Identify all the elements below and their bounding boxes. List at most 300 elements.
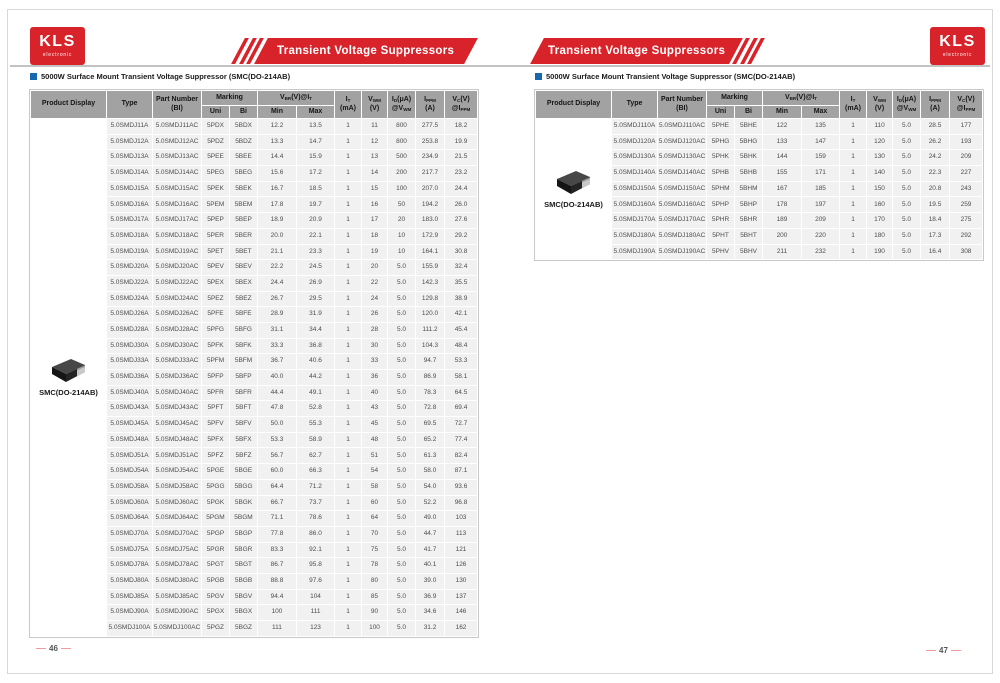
table-cell: 1 xyxy=(840,150,866,165)
table-cell: 1 xyxy=(335,292,361,307)
table-cell: 1 xyxy=(840,166,866,181)
table-cell: 48.4 xyxy=(445,339,477,354)
table-cell: 48 xyxy=(362,433,387,448)
table-cell: 1 xyxy=(335,480,361,495)
table-cell: 172.9 xyxy=(416,229,444,244)
col-header-it-line1: $I_T$ xyxy=(850,96,856,104)
table-cell: 5BET xyxy=(230,245,257,260)
table-cell: 5BEV xyxy=(230,260,257,275)
table-cell: 5.0SMDJ36AC xyxy=(153,370,201,385)
table-cell: 12.2 xyxy=(258,119,296,134)
page-footer-left xyxy=(36,644,71,653)
table-cell: 5.0SMDJ90A xyxy=(107,605,152,620)
table-cell: 142.3 xyxy=(416,276,444,291)
table-cell: 5.0SMDJ160A xyxy=(612,197,657,212)
table-cell: 5.0SMDJ18AC xyxy=(153,229,201,244)
table-cell: 5.0 xyxy=(388,386,415,401)
table-cell: 1 xyxy=(335,433,361,448)
col-header-vbr: $V_{BR}(V)@I_T$ xyxy=(763,91,839,105)
table-cell: 5.0SMDJ75A xyxy=(107,543,152,558)
table-cell: 71.1 xyxy=(258,511,296,526)
table-cell: 52.8 xyxy=(297,401,334,416)
table-cell: 18.2 xyxy=(445,119,477,134)
col-header-it xyxy=(335,91,361,118)
table-cell: 69.5 xyxy=(416,417,444,432)
table-cell: 5.0 xyxy=(388,605,415,620)
table-cell: 5BGG xyxy=(230,480,257,495)
table-cell: 5.0 xyxy=(388,621,415,636)
table-cell: 5PHT xyxy=(707,229,734,244)
table-cell: 83.3 xyxy=(258,543,296,558)
table-cell: 5.0SMDJ58AC xyxy=(153,480,201,495)
table-cell: 64.4 xyxy=(258,480,296,495)
table-cell: 5.0SMDJ43A xyxy=(107,401,152,416)
package-label: SMC(DO-214AB) xyxy=(39,388,98,398)
table-cell: 5PHM xyxy=(707,182,734,197)
col-header-vc-line2: $@I_{PPM}$ xyxy=(956,104,976,112)
table-cell: 111.2 xyxy=(416,323,444,338)
table-cell: 5BHT xyxy=(735,229,762,244)
kls-logo-right xyxy=(930,27,985,65)
table-cell: 29.5 xyxy=(297,292,334,307)
table-cell: 53.3 xyxy=(445,354,477,369)
table-cell: 5.0 xyxy=(893,150,920,165)
table-cell: 5PEG xyxy=(202,166,229,181)
table-cell: 5.0 xyxy=(893,245,920,260)
table-cell: 5PGE xyxy=(202,464,229,479)
table-cell: 5.0SMDJ140AC xyxy=(658,166,706,181)
table-cell: 5.0SMDJ90AC xyxy=(153,605,201,620)
table-cell: 56.7 xyxy=(258,448,296,463)
table-cell: 73.7 xyxy=(297,496,334,511)
col-header-vc xyxy=(950,91,982,118)
table-cell: 5.0 xyxy=(388,496,415,511)
table-cell: 26.7 xyxy=(258,292,296,307)
table-cell: 5PHP xyxy=(707,197,734,212)
table-cell: 5PGZ xyxy=(202,621,229,636)
table-row xyxy=(536,119,982,134)
table-cell: 200 xyxy=(763,229,801,244)
table-cell: 100 xyxy=(388,182,415,197)
col-header-vc-line1: $V_C(V)$ xyxy=(957,96,975,104)
table-cell: 43 xyxy=(362,401,387,416)
table-cell: 5PGB xyxy=(202,574,229,589)
table-cell: 5.0SMDJ19A xyxy=(107,245,152,260)
table-cell: 5.0 xyxy=(388,339,415,354)
table-cell: 209 xyxy=(802,213,839,228)
col-header-it xyxy=(840,91,866,118)
table-cell: 155 xyxy=(763,166,801,181)
table-cell: 232 xyxy=(802,245,839,260)
table-cell: 5BGR xyxy=(230,543,257,558)
table-cell: 92.1 xyxy=(297,543,334,558)
table-cell: 5.0SMDJ26A xyxy=(107,307,152,322)
table-cell: 5.0SMDJ22A xyxy=(107,276,152,291)
table-cell: 16.4 xyxy=(921,245,949,260)
table-cell: 120 xyxy=(867,135,892,150)
table-cell: 34.4 xyxy=(297,323,334,338)
col-header-vc-line1: $V_C(V)$ xyxy=(452,96,470,104)
table-cell: 146 xyxy=(445,605,477,620)
table-cell: 5.0SMDJ120AC xyxy=(658,135,706,150)
banner-left xyxy=(238,38,470,64)
table-cell: 5.0SMDJ28AC xyxy=(153,323,201,338)
table-cell: 5PFG xyxy=(202,323,229,338)
table-cell: 45.4 xyxy=(445,323,477,338)
table-cell: 16 xyxy=(362,197,387,212)
table-cell: 253.8 xyxy=(416,135,444,150)
table-cell: 5BGB xyxy=(230,574,257,589)
table-cell: 22.1 xyxy=(297,229,334,244)
table-cell: 31.9 xyxy=(297,307,334,322)
table-cell: 5.0 xyxy=(388,323,415,338)
table-cell: 17.8 xyxy=(258,197,296,212)
table-row xyxy=(31,119,477,134)
page-number: 46 xyxy=(49,644,58,653)
table-cell: 5.0SMDJ150A xyxy=(612,182,657,197)
table-cell: 183.0 xyxy=(416,213,444,228)
col-header-product-display: Product Display xyxy=(31,91,106,118)
table-cell: 61.3 xyxy=(416,448,444,463)
table-cell: 5.0SMDJ180A xyxy=(612,229,657,244)
table-cell: 80 xyxy=(362,574,387,589)
product-display-cell xyxy=(31,119,106,636)
table-cell: 5BGK xyxy=(230,496,257,511)
table-cell: 5.0SMDJ58A xyxy=(107,480,152,495)
smc-package-icon xyxy=(50,358,88,384)
kls-logo-text: KLS xyxy=(39,33,76,50)
col-header-uni: Uni xyxy=(707,106,734,118)
table-cell: 50.0 xyxy=(258,417,296,432)
table-cell: 1 xyxy=(335,558,361,573)
table-cell: 1 xyxy=(335,590,361,605)
table-cell: 5.0SMDJ170AC xyxy=(658,213,706,228)
table-cell: 65.2 xyxy=(416,433,444,448)
table-cell: 28 xyxy=(362,323,387,338)
banner-body xyxy=(254,38,477,64)
table-cell: 5.0SMDJ80AC xyxy=(153,574,201,589)
table-cell: 5.0SMDJ45AC xyxy=(153,417,201,432)
table-cell: 28.9 xyxy=(258,307,296,322)
table-cell: 5.0SMDJ14A xyxy=(107,166,152,181)
table-cell: 111 xyxy=(258,621,296,636)
table-cell: 100 xyxy=(362,621,387,636)
table-cell: 71.2 xyxy=(297,480,334,495)
table-cell: 33 xyxy=(362,354,387,369)
table-cell: 40.0 xyxy=(258,370,296,385)
table-cell: 5.0 xyxy=(893,119,920,134)
table-cell: 1 xyxy=(335,119,361,134)
table-cell: 97.6 xyxy=(297,574,334,589)
table-cell: 5.0 xyxy=(893,166,920,181)
kls-logo-left xyxy=(30,27,85,65)
table-cell: 1 xyxy=(335,496,361,511)
table-cell: 5.0SMDJ24AC xyxy=(153,292,201,307)
table-cell: 33.3 xyxy=(258,339,296,354)
col-header-id xyxy=(893,91,920,118)
table-cell: 14.4 xyxy=(258,150,296,165)
table-cell: 5.0SMDJ33AC xyxy=(153,354,201,369)
table-cell: 5BFZ xyxy=(230,448,257,463)
table-cell: 137 xyxy=(445,590,477,605)
table-cell: 243 xyxy=(950,182,982,197)
table-cell: 69.4 xyxy=(445,401,477,416)
table-cell: 1 xyxy=(335,386,361,401)
table-cell: 5.0SMDJ43AC xyxy=(153,401,201,416)
table-cell: 5.0SMDJ13A xyxy=(107,150,152,165)
col-header-ippm-line2: (A) xyxy=(930,104,940,112)
table-cell: 5PET xyxy=(202,245,229,260)
col-header-vwm-line2: (V) xyxy=(874,104,885,112)
col-header-min: Min xyxy=(258,106,296,118)
table-cell: 5.0 xyxy=(388,276,415,291)
table-cell: 130 xyxy=(867,150,892,165)
table-cell: 11 xyxy=(362,119,387,134)
table-cell: 32.4 xyxy=(445,260,477,275)
table-cell: 5BGZ xyxy=(230,621,257,636)
table-cell: 29.2 xyxy=(445,229,477,244)
table-cell: 5.0SMDJ17A xyxy=(107,213,152,228)
table-cell: 5.0SMDJ20AC xyxy=(153,260,201,275)
table-cell: 5.0 xyxy=(388,417,415,432)
header-rule xyxy=(10,65,990,67)
table-cell: 5.0 xyxy=(893,182,920,197)
table-cell: 5.0SMDJ120A xyxy=(612,135,657,150)
col-header-vc-line2: $@I_{PPM}$ xyxy=(451,104,471,112)
table-cell: 1 xyxy=(335,276,361,291)
kls-logo-text: KLS xyxy=(939,33,976,50)
footer-dash-icon xyxy=(61,648,71,650)
table-cell: 5.0 xyxy=(388,354,415,369)
table-cell: 18.5 xyxy=(297,182,334,197)
table-cell: 110 xyxy=(867,119,892,134)
table-cell: 1 xyxy=(840,135,866,150)
table-cell: 1 xyxy=(840,213,866,228)
table-cell: 5PDZ xyxy=(202,135,229,150)
table-cell: 5.0SMDJ16A xyxy=(107,197,152,212)
table-cell: 129.8 xyxy=(416,292,444,307)
table-cell: 217.7 xyxy=(416,166,444,181)
table-cell: 5BFV xyxy=(230,417,257,432)
table-cell: 5BHV xyxy=(735,245,762,260)
col-header-type: Type xyxy=(612,91,657,118)
kls-logo-subtext: electronic xyxy=(942,52,973,58)
table-cell: 5.0SMDJ28A xyxy=(107,323,152,338)
table-cell: 144 xyxy=(763,150,801,165)
table-cell: 5BGX xyxy=(230,605,257,620)
table-cell: 44.7 xyxy=(416,527,444,542)
table-cell: 1 xyxy=(335,417,361,432)
col-header-product-display: Product Display xyxy=(536,91,611,118)
col-header-part-number-line1: Part Number xyxy=(660,96,703,104)
table-cell: 52.2 xyxy=(416,496,444,511)
table-cell: 17.3 xyxy=(921,229,949,244)
table-cell: 5.0SMDJ180AC xyxy=(658,229,706,244)
section-title-left xyxy=(30,72,290,81)
table-cell: 5PHR xyxy=(707,213,734,228)
col-header-id-line1: $I_D(\mu A)$ xyxy=(896,96,917,104)
table-cell: 5.0SMDJ48AC xyxy=(153,433,201,448)
table-cell: 5.0 xyxy=(388,260,415,275)
table-cell: 1 xyxy=(335,229,361,244)
table-cell: 26.9 xyxy=(297,276,334,291)
table-cell: 93.6 xyxy=(445,480,477,495)
table-cell: 5PGR xyxy=(202,543,229,558)
table-cell: 177 xyxy=(950,119,982,134)
table-cell: 18.9 xyxy=(258,213,296,228)
table-cell: 5.0SMDJ190AC xyxy=(658,245,706,260)
col-header-type: Type xyxy=(107,91,152,118)
table-cell: 1 xyxy=(335,260,361,275)
table-cell: 5.0SMDJ11AC xyxy=(153,119,201,134)
col-header-vc xyxy=(445,91,477,118)
table-cell: 40.6 xyxy=(297,354,334,369)
table-cell: 5.0 xyxy=(388,433,415,448)
table-cell: 18 xyxy=(362,229,387,244)
col-header-vwm-line2: (V) xyxy=(369,104,380,112)
table-cell: 5.0 xyxy=(388,480,415,495)
table-cell: 51 xyxy=(362,448,387,463)
table-cell: 5.0 xyxy=(388,527,415,542)
table-cell: 55.3 xyxy=(297,417,334,432)
table-cell: 5.0SMDJ17AC xyxy=(153,213,201,228)
table-cell: 5.0SMDJ100AC xyxy=(153,621,201,636)
table-cell: 5PGV xyxy=(202,590,229,605)
table-cell: 5BGM xyxy=(230,511,257,526)
table-cell: 123 xyxy=(297,621,334,636)
table-cell: 5PEX xyxy=(202,276,229,291)
table-cell: 197 xyxy=(802,197,839,212)
table-cell: 1 xyxy=(335,182,361,197)
table-cell: 5BFP xyxy=(230,370,257,385)
table-cell: 5.0SMDJ60A xyxy=(107,496,152,511)
table-cell: 1 xyxy=(335,354,361,369)
table-cell: 130 xyxy=(445,574,477,589)
table-cell: 1 xyxy=(335,401,361,416)
table-cell: 5BEZ xyxy=(230,292,257,307)
table-cell: 24.4 xyxy=(445,182,477,197)
table-cell: 1 xyxy=(335,574,361,589)
table-cell: 5BHP xyxy=(735,197,762,212)
table-cell: 14.7 xyxy=(297,135,334,150)
table-cell: 64.5 xyxy=(445,386,477,401)
table-cell: 1 xyxy=(840,119,866,134)
table-cell: 5BFE xyxy=(230,307,257,322)
table-cell: 5.0SMDJ45A xyxy=(107,417,152,432)
col-header-ippm-line2: (A) xyxy=(425,104,435,112)
table-cell: 40 xyxy=(362,386,387,401)
table-cell: 5.0SMDJ64A xyxy=(107,511,152,526)
table-cell: 96.8 xyxy=(445,496,477,511)
table-cell: 121 xyxy=(445,543,477,558)
table-cell: 190 xyxy=(867,245,892,260)
table-cell: 5.0SMDJ51AC xyxy=(153,448,201,463)
table-cell: 5PGG xyxy=(202,480,229,495)
table-cell: 275 xyxy=(950,213,982,228)
table-cell: 22.2 xyxy=(258,260,296,275)
table-cell: 36 xyxy=(362,370,387,385)
table-cell: 5PGP xyxy=(202,527,229,542)
table-cell: 5PEE xyxy=(202,150,229,165)
table-cell: 86.7 xyxy=(258,558,296,573)
table-cell: 58.1 xyxy=(445,370,477,385)
table-cell: 5.0SMDJ150AC xyxy=(658,182,706,197)
table-cell: 75 xyxy=(362,543,387,558)
section-bullet-icon xyxy=(30,73,37,80)
section-title-text: 5000W Surface Mount Transient Voltage Suppressor (SMC(DO-214AB) xyxy=(546,72,796,81)
table-cell: 60 xyxy=(362,496,387,511)
col-header-part-number-line2: (BI) xyxy=(676,104,688,112)
table-cell: 207.0 xyxy=(416,182,444,197)
table-cell: 72.8 xyxy=(416,401,444,416)
col-header-part-number-line1: Part Number xyxy=(155,96,198,104)
footer-dash-icon xyxy=(36,648,46,650)
table-cell: 36.9 xyxy=(416,590,444,605)
table-cell: 5.0SMDJ48A xyxy=(107,433,152,448)
table-cell: 53.3 xyxy=(258,433,296,448)
table-cell: 49.0 xyxy=(416,511,444,526)
table-cell: 5.0SMDJ130AC xyxy=(658,150,706,165)
table-cell: 30 xyxy=(362,339,387,354)
package-label: SMC(DO-214AB) xyxy=(544,199,603,209)
table-cell: 5PHB xyxy=(707,166,734,181)
table-cell: 209 xyxy=(950,150,982,165)
table-cell: 5.0SMDJ60AC xyxy=(153,496,201,511)
table-cell: 1 xyxy=(840,229,866,244)
table-cell: 133 xyxy=(763,135,801,150)
table-cell: 5.0 xyxy=(893,135,920,150)
table-cell: 1 xyxy=(840,182,866,197)
table-cell: 1 xyxy=(335,605,361,620)
table-cell: 1 xyxy=(335,323,361,338)
table-cell: 227 xyxy=(950,166,982,181)
banner-title: Transient Voltage Suppressors xyxy=(276,45,454,57)
table-cell: 5BHR xyxy=(735,213,762,228)
table-cell: 44.2 xyxy=(297,370,334,385)
col-header-bi: Bi xyxy=(230,106,257,118)
table-cell: 111 xyxy=(297,605,334,620)
table-cell: 5BHK xyxy=(735,150,762,165)
kls-logo-subtext: electronic xyxy=(42,52,73,58)
table-cell: 5.0SMDJ11A xyxy=(107,119,152,134)
col-header-min: Min xyxy=(763,106,801,118)
table-cell: 86.9 xyxy=(416,370,444,385)
col-header-marking: Marking xyxy=(707,91,762,105)
table-cell: 5.0SMDJ80A xyxy=(107,574,152,589)
table-cell: 16.7 xyxy=(258,182,296,197)
table-cell: 5.0SMDJ140A xyxy=(612,166,657,181)
col-header-ippm xyxy=(416,91,444,118)
table-cell: 26.0 xyxy=(445,197,477,212)
table-cell: 5.0SMDJ15A xyxy=(107,182,152,197)
table-cell: 19.7 xyxy=(297,197,334,212)
table-cell: 18.4 xyxy=(921,213,949,228)
table-cell: 5PHE xyxy=(707,119,734,134)
table-cell: 1 xyxy=(335,213,361,228)
table-cell: 87.1 xyxy=(445,464,477,479)
table-cell: 10 xyxy=(388,229,415,244)
table-cell: 42.1 xyxy=(445,307,477,322)
table-cell: 5.0 xyxy=(388,464,415,479)
product-display-cell xyxy=(536,119,611,259)
table-cell: 24.4 xyxy=(258,276,296,291)
table-cell: 5PEM xyxy=(202,197,229,212)
table-cell: 5BGV xyxy=(230,590,257,605)
table-cell: 15.6 xyxy=(258,166,296,181)
table-cell: 77.4 xyxy=(445,433,477,448)
table-cell: 500 xyxy=(388,150,415,165)
table-cell: 5BHG xyxy=(735,135,762,150)
